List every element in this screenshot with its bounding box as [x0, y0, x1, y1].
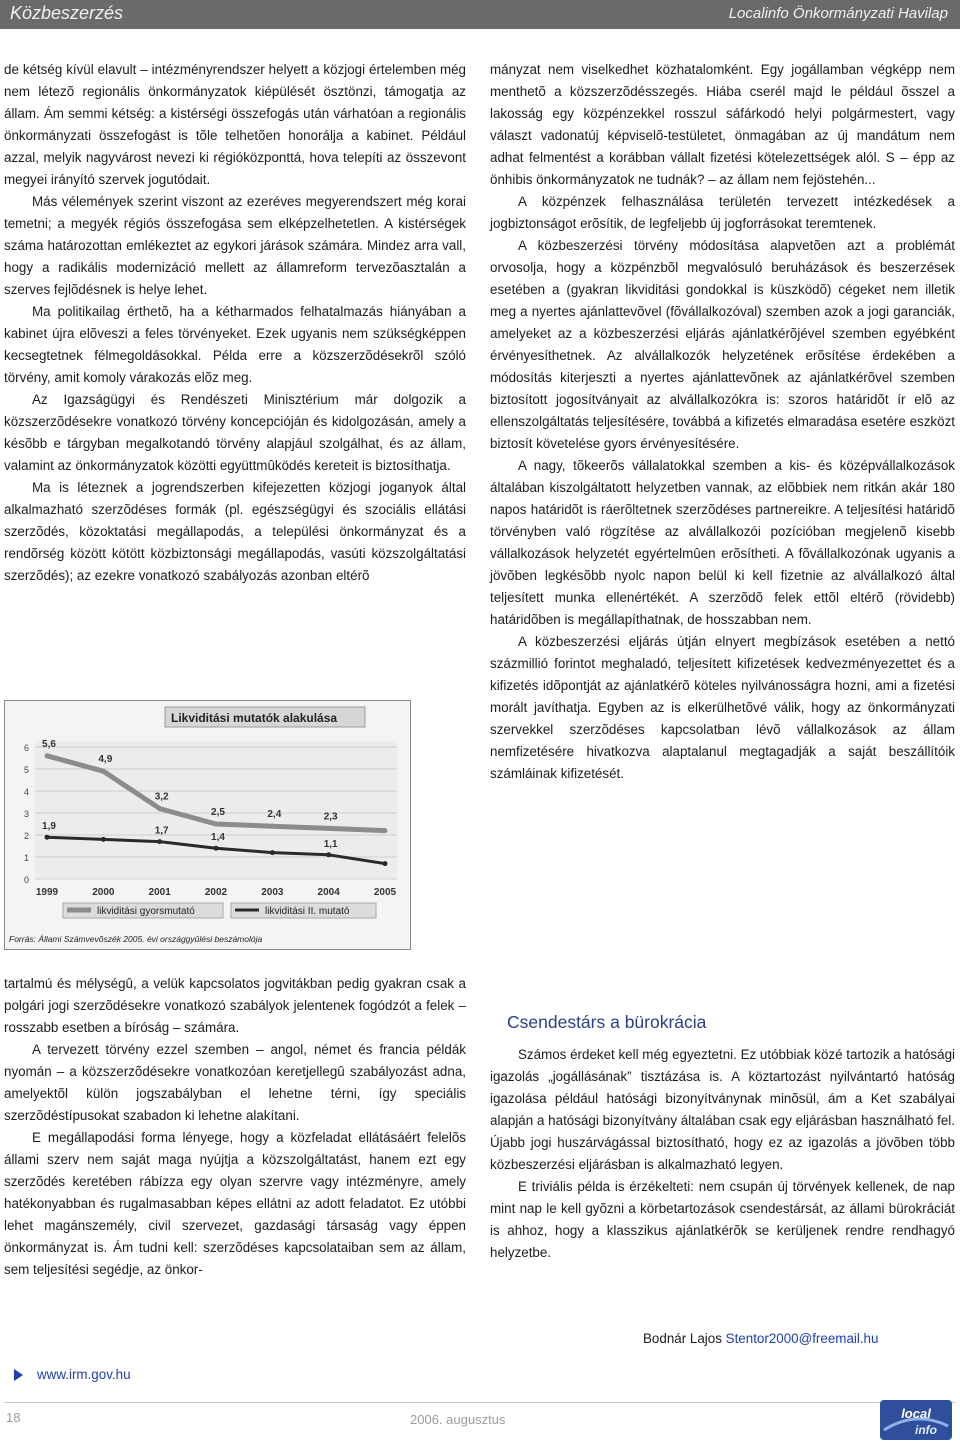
x-tick-label: 2003 — [261, 887, 284, 898]
data-point — [214, 846, 219, 851]
data-label: 1,4 — [211, 832, 225, 844]
data-label: 4,9 — [98, 754, 113, 766]
section-title: Közbeszerzés — [10, 3, 124, 23]
paragraph: Ma politikailag érthetõ, ha a kétharmados felhatalmazás hiányában a kabinet újra elõveszi a feles törvényeket. Ezek ugyanis nem szükségképpen kecsegtetnek félmegoldásokkal. Példa erre a közszerzõdésekrõl szóló törvény, amit komoly várakozás elõz meg. — [4, 304, 466, 385]
data-point — [45, 753, 50, 758]
svg-text:info: info — [915, 1423, 937, 1437]
right-column-bottom — [490, 1044, 955, 1264]
svg-text:local: local — [901, 1406, 931, 1421]
data-point — [326, 826, 331, 831]
y-tick-label: 4 — [23, 787, 29, 797]
data-point — [383, 828, 388, 833]
paragraph: E triviális példa is érzékelteti: nem csupán új törvények kellenek, de nap mint nap le kell gyõzni a körbetartozások csendestársát, az állami bürokráciát is ahhoz, hogy a klasszikus ajánlatkérõk se kerüljenek rendre rendhagyó helyzetbe. — [490, 1179, 955, 1260]
data-point — [157, 839, 162, 844]
liquidity-chart — [4, 700, 411, 950]
left-column-bottom — [4, 973, 466, 1281]
y-tick-label: 1 — [23, 853, 29, 863]
data-label: 2,4 — [267, 809, 282, 821]
data-label: 3,2 — [154, 791, 169, 803]
data-point — [214, 822, 219, 827]
issue-date: 2006. augusztus — [410, 1412, 506, 1427]
paragraph: A közpénzek felhasználása területén tervezett intézkedések a jogbiztonságot erõsítik, de legfeljebb új jogforrásokat teremtenek. — [490, 194, 955, 231]
author-email-link[interactable]: Stentor2000@freemail.hu — [725, 1331, 879, 1346]
y-tick-label: 0 — [23, 875, 29, 885]
data-point — [101, 837, 106, 842]
paragraph: mányzat nem viselkedhet közhatalomként. Egy jogállamban végképp nem menthetõ a közszerzõdésszegés. Hiába cserél majd le például õsszel a lakosság egy közpénzekkel rosszul sáfárkodó helyi polgármestert, vagy választ vadonatúj képviselõ-testületet, önmagában az új mandátum nem adhat felmentést a korábban vállalt fizetési kötelezettségek alól. S – épp az önhibis önkormányzatok ne tudnák? – az állam nem fejöstehén... — [490, 62, 955, 187]
page-number: 18 — [6, 1410, 21, 1425]
x-tick-label: 2005 — [373, 887, 397, 898]
author-byline — [643, 1330, 878, 1348]
x-tick-label: 2000 — [92, 887, 115, 898]
paragraph: E megállapodási forma lényege, hogy a közfeladat ellátásáért felelõs állami szerv nem saját maga nyújtja a közszolgáltatást, hanem ezt egy szerzõdés keretében rábízza egy olyan szervre vagy intézményre, amely hatékonyabban és rugalmasabban képes ellátni az adott feladatot. Ez utóbbi lehet magánszemély, civil szervezet, gazdasági társaság vagy éppen önkormányzat is. Ám tudni kell: szerzõdéses kapcsolataiban sem az állam, sem teljesítési segédje, az önkor- — [4, 1130, 466, 1277]
publication-title: Localinfo Önkormányzati Havilap — [728, 5, 948, 22]
data-point — [383, 861, 388, 866]
arrow-right-icon — [14, 1369, 23, 1381]
y-tick-label: 3 — [23, 809, 29, 819]
localinfo-logo — [880, 1400, 952, 1440]
left-column-top — [4, 59, 466, 587]
paragraph: Más vélemények szerint viszont az ezeréves megyerendszert még korai temetni; a megyék régiós összefogása sem elképzelhetetlen. A kistérségek száma határozottan emlékeztet az egykori járások számára. Mindez arra vall, hogy a radikális modernizáció mellett az államreform tervezõasztalán a szerves fejlõdésnek is helye lehet. — [4, 194, 466, 297]
data-point — [45, 835, 50, 840]
chart-canvas — [5, 701, 410, 931]
right-column-top — [490, 59, 955, 785]
x-tick-label: 2002 — [204, 887, 228, 898]
page-header — [0, 0, 960, 29]
paragraph: tartalmú és mélységû, a velük kapcsolatos jogvitákban pedig gyakran csak a polgári jogi szerzõdésekre vonatkozó szabályok jelentenek fogódzót a felek – rosszabb esetben a bíróság – számára. — [4, 976, 466, 1035]
chart-title: Likviditási mutatók alakulása — [171, 711, 338, 725]
legend-label: likviditási II. mutató — [265, 906, 350, 917]
data-point — [157, 806, 162, 811]
data-label: 2,5 — [211, 807, 225, 818]
data-label: 5,6 — [42, 738, 56, 750]
section-subheading: Csendestárs a bürokrácia — [507, 1012, 707, 1032]
paragraph: A nagy, tõkeerõs vállalatokkal szemben a kis- és középvállalkozások általában kiszolgáltatott helyzetben vannak, az elõbbiek nem ritkán akár 180 napos határidõt is ráerõltetnek szerzõdéses partnereikre. A teljesítési határidõ törvényben való rögzítése az alvállalkozói pozícióban megjelenõ kisebb vállalkozások helyzetét egyértelmûen erõsítheti. A fõvállalkozónak ugyanis a jövõben legkésõbb nyolc napon belül ki kell fizetnie az alvállalkozó által teljesített munka ellenértékét. A szerzõdõ felek ettõl eltérõ (rövidebb) határidõben is megállapíthatnak, de hosszabban nem. — [490, 458, 955, 627]
y-tick-label: 2 — [23, 831, 29, 841]
y-tick-label: 6 — [23, 743, 29, 753]
data-label: 1,1 — [323, 838, 338, 850]
data-label: 1,9 — [42, 821, 56, 833]
x-tick-label: 1999 — [35, 887, 59, 898]
x-tick-label: 2001 — [148, 887, 171, 898]
data-label: 2,3 — [323, 811, 338, 823]
reference-link[interactable]: www.irm.gov.hu — [37, 1367, 131, 1382]
paragraph: Az Igazságügyi és Rendészeti Minisztérium már dolgozik a közszerzõdésekre vonatkozó törvény koncepcióján és kidolgozásán, amely a késõbb e tárgyban megalkotandó törvény alapjául szolgálhat, és az állam, valamint az önkormányzatok közötti együttmûködés kereteit is biztosíthatja. — [4, 392, 466, 473]
data-point — [101, 769, 106, 774]
paragraph: de kétség kívül elavult – intézményrendszer helyett a közjogi értelemben még nem létezõ regionális önkormányzatok kiépülését ösztönzi, támogatja az állam. Ám semmi kétség: a kistérségi összefogás után várhatóan a regionális önkormányzati összefogást is tõle telhetõen honorálja a kabinet. Például azzal, melyik nagyvárost nevezi ki régióközponttá, hova telepíti az összevont megyei irányító szervek jogutódait. — [4, 62, 466, 187]
data-label: 1,7 — [154, 825, 169, 837]
data-point — [270, 824, 275, 829]
paragraph: Ma is léteznek a jogrendszerben kifejezetten közjogi joganyok által alkalmazható szerzõdéses formák (pl. egészségügyi és szociális ellátási szerzõdés, közoktatási megállapodás, a települési önkormányzat és a rendõrség között kötött közbiztonsági megállapodás, vasúti közszolgáltatási szerzõdés); az ezekre vonatkozó szabályozás azonban eltérõ — [4, 480, 466, 583]
legend-label: likviditási gyorsmutató — [97, 906, 195, 917]
y-tick-label: 5 — [23, 765, 29, 775]
paragraph: A közbeszerzési eljárás útján elnyert megbízások esetében a nettó százmillió forintot meghaladó, teljesített kifizetések kedvezményezettet és a kifizetés idõpontját az ajánlatkérõ köteles nyilvánosságra hozni, ami a fizetési morált javíthatja. Egyben az is elkerülhetõvé válik, hogy az önkormányzati szervekkel szerzõdéses kapcsolatban lévõ vállalkozások az állam nemfizetésére hivatkozva alaptalanul megtagadják a saját beszállítóik számláinak kifizetését. — [490, 634, 955, 781]
chart-source: Forrás: Állami Számvevõszék 2005. évi országgyûlési beszámolója — [9, 934, 263, 944]
author-name: Bodnár Lajos — [643, 1331, 722, 1346]
paragraph: A közbeszerzési törvény módosítása alapvetõen azt a problémát orvosolja, hogy a közpénzbõl megvalósuló beruházások és beszerzések esetében a (gyakran likviditási gondokkal is küszködõ) cégeket nem illetik meg a nyertes ajánlattevõvel (fõvállalkozóval) szemben azok a jogi garanciák, amelyeket az a közbeszerzési eljárás ajánlatkérõjével szemben egyébként érvényesíthetnek. Az alvállalkozók helyzetének erõsítése érdekében a módosítás kiterjeszti a nyertes ajánlattevõnek az ajánlatkérõvel szemben biztosított jogosítványait az alvállalkozókra is: szoros határidõt ír elõ az ellenszolgáltatás teljesítésére, továbbá a kifizetés elmaradása esetére eszközt biztosít követelése gyors érvényesítésére. — [490, 238, 955, 451]
data-point — [270, 850, 275, 855]
data-point — [326, 852, 331, 857]
footer-divider — [4, 1402, 956, 1403]
paragraph: Számos érdeket kell még egyeztetni. Ez utóbbiak közé tartozik a hatósági igazolás „jogállásának” tisztázása is. A köztartozást nyilvántartó hatóság igazolása például hatósági bizonyítványnak minõsül, ám a Ket szabályai alapján a hatósági bizonyítvány általában csak egy eljárásban használható fel. Újabb jogi huszárvágással biztosítható, hogy ez az igazolás a jövõben több közbeszerzési eljárásban is alkalmazható legyen. — [490, 1047, 955, 1172]
paragraph: A tervezett törvény ezzel szemben – angol, német és francia példák nyomán – a közszerzõdésekre vonatkozóan keretjellegû szabályozást adna, amelyektõl külön jogszabályban el lehetne térni, így speciális szerzõdéstípusokat szabadon ki lehetne alakítani. — [4, 1042, 466, 1123]
x-tick-label: 2004 — [317, 887, 340, 898]
reference-link-row[interactable] — [14, 1366, 131, 1384]
